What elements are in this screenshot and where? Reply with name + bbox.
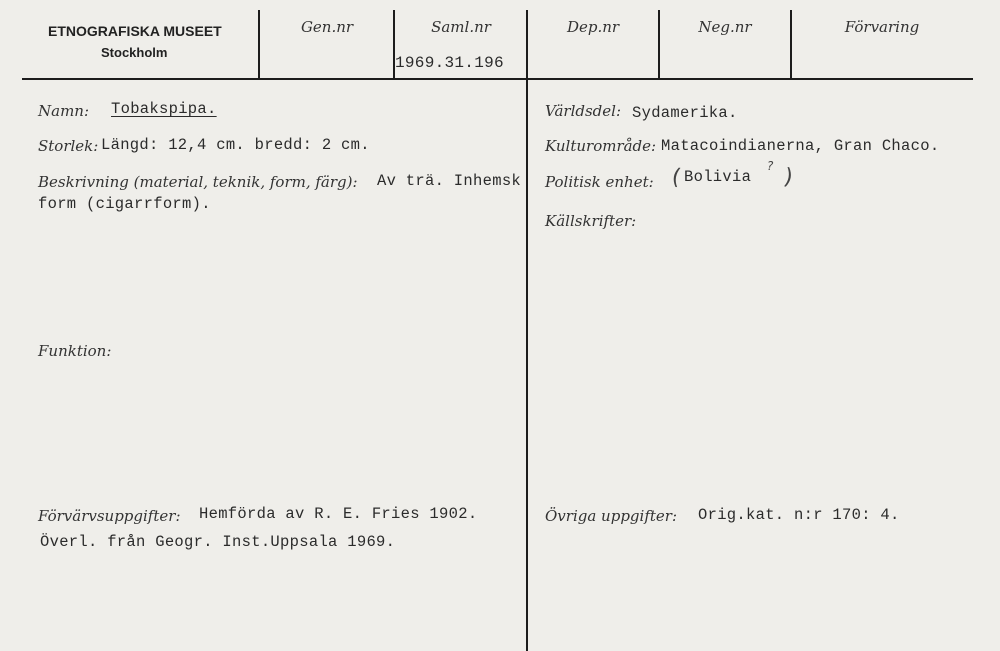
varldsdel-label: Världsdel:	[545, 102, 621, 120]
kallskrifter-label: Källskrifter:	[545, 212, 637, 230]
storlek-label: Storlek:	[38, 137, 99, 155]
beskrivning-value-line1: Av trä. Inhemsk	[377, 172, 522, 190]
forvarv-value-line2: Överl. från Geogr. Inst.Uppsala 1969.	[40, 533, 396, 551]
namn-label: Namn:	[38, 102, 90, 120]
header-divider	[790, 10, 792, 78]
header-divider	[393, 10, 395, 78]
header-divider	[258, 10, 260, 78]
header-saml-nr-label: Saml.nr	[431, 18, 491, 36]
ovriga-uppgifter-value: Orig.kat. n:r 170: 4.	[698, 506, 900, 524]
header-dep-nr-label: Dep.nr	[566, 18, 620, 36]
header-saml-nr-value: 1969.31.196	[395, 54, 504, 72]
header-divider	[526, 10, 528, 78]
kulturomrade-label: Kulturområde:	[545, 137, 657, 155]
handwritten-close-paren: )	[781, 164, 795, 191]
funktion-label: Funktion:	[38, 342, 112, 360]
kulturomrade-value: Matacoindianerna, Gran Chaco.	[661, 137, 940, 155]
header-rule	[22, 78, 973, 80]
namn-value: Tobakspipa.	[111, 100, 217, 118]
politisk-enhet-value: Bolivia	[684, 168, 752, 186]
header-forvaring-label: Förvaring	[844, 18, 920, 36]
handwritten-open-paren: (	[669, 164, 683, 191]
beskrivning-value-line2: form (cigarrform).	[38, 195, 211, 213]
museum-name: ETNOGRAFISKA MUSEET	[48, 23, 222, 39]
forvarv-value-line1: Hemförda av R. E. Fries 1902.	[199, 505, 478, 523]
forvarv-label: Förvärvsuppgifter:	[38, 507, 181, 525]
museum-city: Stockholm	[101, 45, 168, 60]
header-gen-nr-label: Gen.nr	[300, 18, 354, 36]
handwritten-question-mark: ?	[767, 159, 774, 173]
ovriga-uppgifter-label: Övriga uppgifter:	[545, 507, 677, 525]
header-divider	[658, 10, 660, 78]
beskrivning-label: Beskrivning (material, teknik, form, färg):	[38, 173, 358, 191]
politisk-enhet-label: Politisk enhet:	[545, 173, 654, 191]
center-divider	[526, 80, 528, 651]
storlek-value: Längd: 12,4 cm. bredd: 2 cm.	[101, 136, 370, 154]
varldsdel-value: Sydamerika.	[632, 104, 738, 122]
header-neg-nr-label: Neg.nr	[698, 18, 752, 36]
